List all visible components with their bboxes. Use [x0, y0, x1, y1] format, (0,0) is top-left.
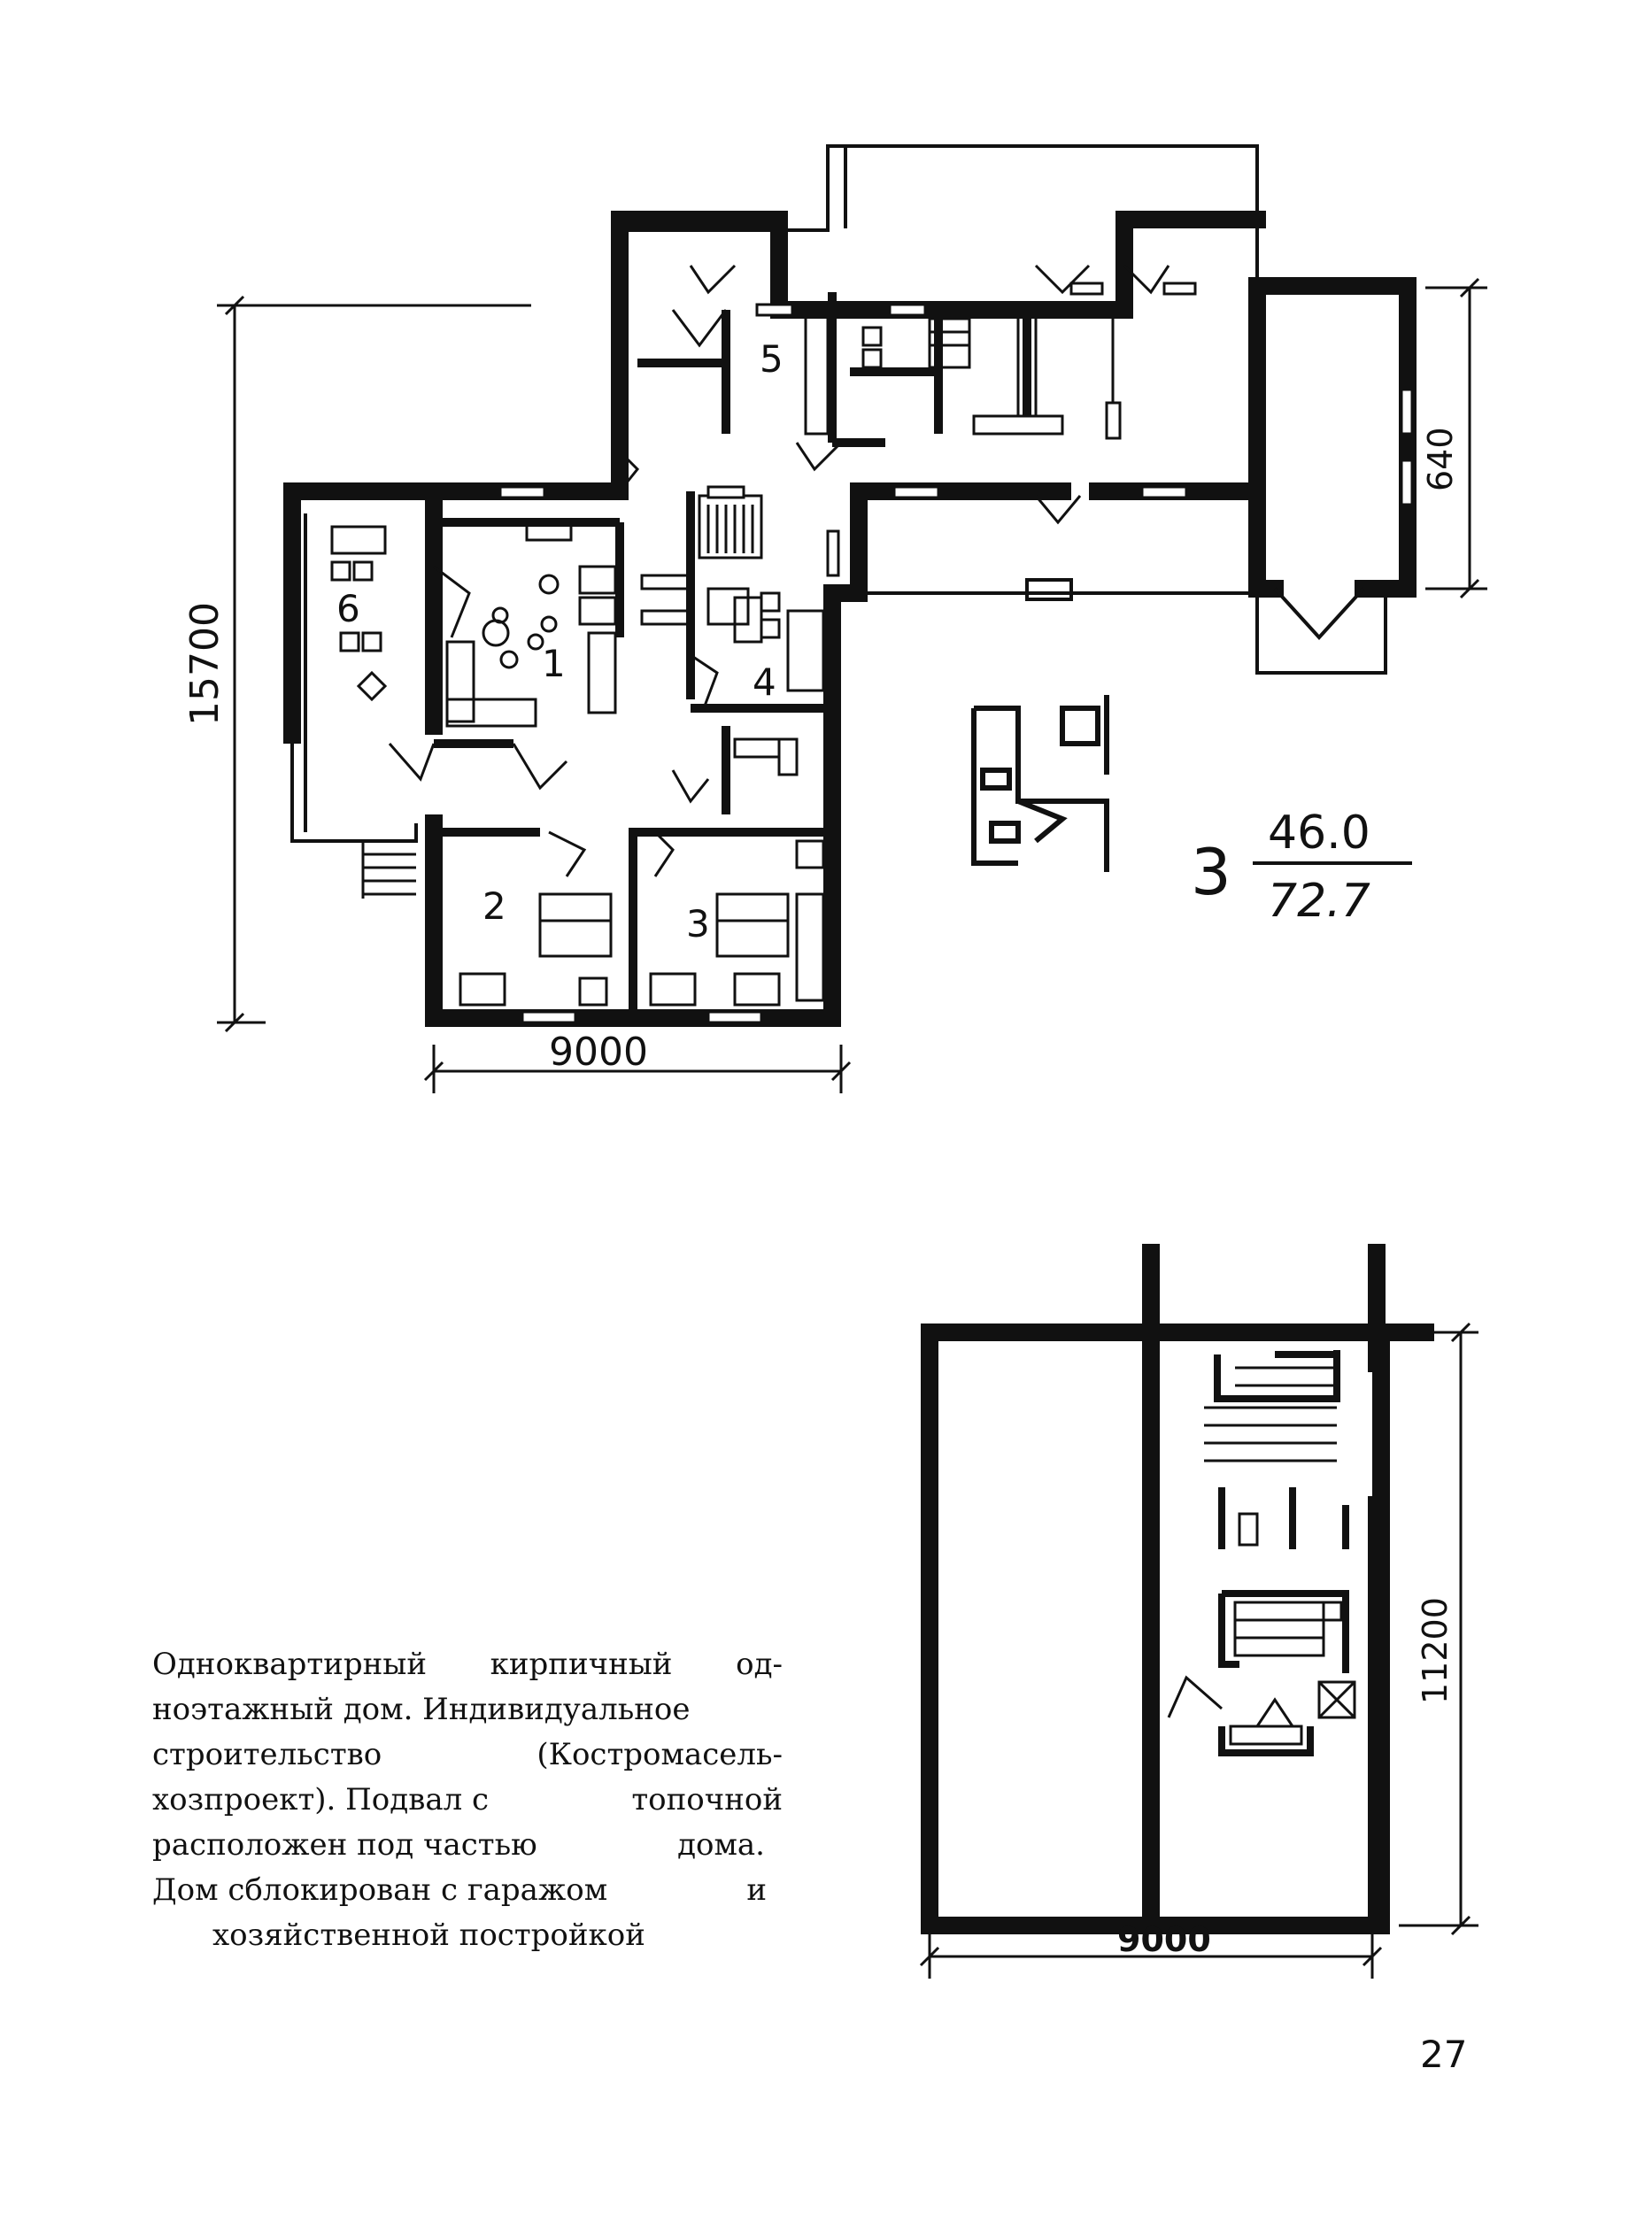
ground-floor-plan — [182, 146, 1487, 1093]
apartment-type-formula — [1191, 806, 1412, 928]
caption-line-5a: расположен под частью — [152, 1827, 537, 1863]
room-label-1: 1 — [542, 642, 566, 685]
dimension-lines — [217, 279, 1487, 1093]
room-label-4: 4 — [753, 660, 776, 704]
caption-line-1b: кирпичный — [490, 1647, 673, 1682]
dimension-width-label: 9000 — [549, 1030, 648, 1075]
caption-line-6 — [152, 1868, 783, 1913]
caption-line-4b: топочной — [631, 1782, 783, 1817]
basement-dimension-lines — [921, 1324, 1478, 1979]
caption-line-1c: од- — [736, 1647, 783, 1682]
apartment-key-plan — [974, 695, 1107, 872]
basement-plan — [921, 1253, 1478, 1979]
caption-line-4 — [152, 1778, 783, 1823]
dimension-depth-label: 15700 — [182, 602, 228, 726]
dimension-outbuilding-label: 640 — [1421, 427, 1460, 491]
total-area-value: 72.7 — [1268, 875, 1370, 928]
interior-walls — [434, 292, 1027, 1018]
entrance-steps — [363, 841, 416, 899]
basement-walls — [930, 1253, 1425, 1925]
caption-line-3b: (Костромасель- — [537, 1737, 783, 1772]
room-label-6: 6 — [336, 587, 360, 630]
room-label-5: 5 — [760, 337, 784, 381]
caption-line-6b: и — [746, 1872, 767, 1908]
caption-line-1 — [152, 1642, 783, 1687]
basement-width-label: 9000 — [1117, 1920, 1211, 1959]
living-area-value: 46.0 — [1268, 806, 1370, 860]
caption-line-5b: дома. — [677, 1827, 765, 1863]
caption-line-3a: строительство — [152, 1737, 382, 1772]
caption-line-6a: Дом сблокирован с гаражом — [152, 1872, 608, 1908]
basement-stair — [1204, 1368, 1337, 1461]
caption-line-1a: Одноквартирный — [152, 1647, 427, 1682]
boiler-room-fixtures — [1169, 1514, 1355, 1744]
caption-line-3 — [152, 1733, 783, 1778]
caption-line-5 — [152, 1823, 783, 1868]
room-label-3: 3 — [686, 902, 710, 945]
apartment-type-number: 3 — [1191, 835, 1231, 909]
caption-line-7: хозяйственной постройкой — [212, 1918, 645, 1953]
room-label-2: 2 — [482, 884, 506, 928]
basement-depth-label: 11200 — [1416, 1597, 1455, 1704]
caption-line-2: ноэтажный дом. Индивидуальное — [152, 1692, 691, 1727]
basement-interior — [1217, 1350, 1346, 1753]
caption — [152, 1642, 783, 1958]
page-number: 27 — [1420, 2033, 1468, 2076]
caption-line-4a: хозпроект). Подвал с — [152, 1782, 490, 1817]
